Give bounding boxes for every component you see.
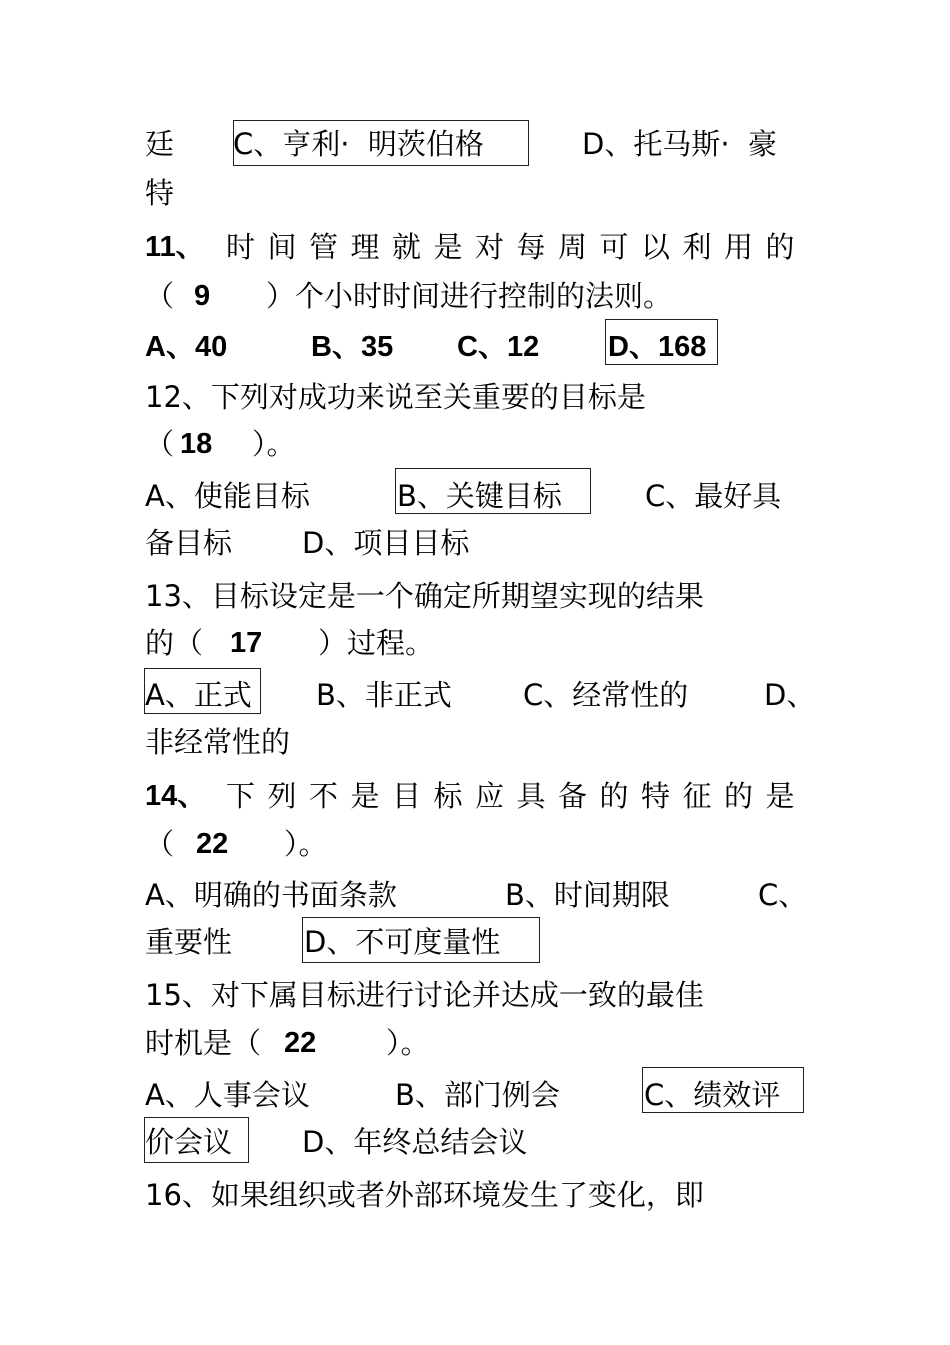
q11-number: 11、: [145, 231, 205, 263]
q15-close: ）。: [386, 1026, 430, 1060]
q15-option-a: A、人事会议: [145, 1078, 310, 1112]
q12-wrap: 备目标: [145, 526, 233, 560]
q12-answer: 18: [180, 428, 213, 460]
q14-wrap: 重要性: [145, 925, 233, 959]
q12-open-paren: （: [145, 427, 175, 461]
q10-option-d: D、托马斯· 豪: [582, 127, 777, 161]
q14-question-line1: 下列不是目标应具备的特征的是: [226, 779, 808, 813]
q10-char-ting: 廷: [145, 127, 175, 161]
q13-answer: 17: [230, 627, 263, 659]
q15-question-line1: 15、对下属目标进行讨论并达成一致的最佳: [145, 978, 704, 1012]
q14-number: 14、: [145, 780, 207, 812]
q15-answer: 22: [284, 1027, 317, 1059]
q13-wrap: 非经常性的: [145, 725, 291, 759]
q13-option-d: D、: [764, 678, 816, 712]
q11-option-c: C、12: [457, 331, 540, 363]
q12-option-a: A、使能目标: [145, 479, 310, 513]
q11-question-line2: ）个小时时间进行控制的法则。: [266, 279, 673, 313]
q11-option-d: D、168: [608, 331, 707, 363]
q12-question-line1: 12、下列对成功来说至关重要的目标是: [145, 380, 646, 414]
q11-open-paren: （: [145, 279, 175, 313]
q11-answer: 9: [194, 280, 211, 312]
q11-option-a: A、40: [145, 331, 228, 363]
q15-wrap: 价会议: [145, 1125, 233, 1159]
q14-answer: 22: [196, 828, 229, 860]
q11-option-b: B、35: [311, 331, 394, 363]
q13-close: ）过程。: [318, 626, 435, 660]
q14-option-a: A、明确的书面条款: [145, 878, 397, 912]
q13-option-b: B、非正式: [316, 678, 452, 712]
q14-close: ）。: [284, 827, 328, 861]
q15-line2-prefix: 时机是（: [145, 1026, 262, 1060]
q14-open-paren: （: [145, 827, 175, 861]
q15-option-d: D、年终总结会议: [302, 1125, 528, 1159]
q13-option-a: A、正式: [145, 678, 252, 712]
q14-option-d: D、不可度量性: [304, 925, 501, 959]
q14-option-b: B、时间期限: [505, 878, 670, 912]
q11-question-line1: 时间管理就是对每周可以利用的: [226, 230, 808, 264]
q14-option-c: C、: [758, 878, 808, 912]
q16-question-line1: 16、如果组织或者外部环境发生了变化，即: [145, 1178, 704, 1212]
q13-option-c: C、经常性的: [523, 678, 689, 712]
q13-question-line1: 13、目标设定是一个确定所期望实现的结果: [145, 579, 704, 613]
q10-wrap: 特: [145, 176, 175, 210]
q12-close: ）。: [252, 427, 296, 461]
q13-line2-prefix: 的（: [145, 626, 204, 660]
q12-option-d: D、项目目标: [302, 526, 470, 560]
q15-option-b: B、部门例会: [395, 1078, 560, 1112]
q15-option-c: C、绩效评: [644, 1078, 781, 1112]
q12-option-b: B、关键目标: [397, 479, 562, 513]
q12-option-c: C、最好具: [645, 479, 782, 513]
q10-option-c: C、亨利· 明茨伯格: [233, 127, 484, 161]
